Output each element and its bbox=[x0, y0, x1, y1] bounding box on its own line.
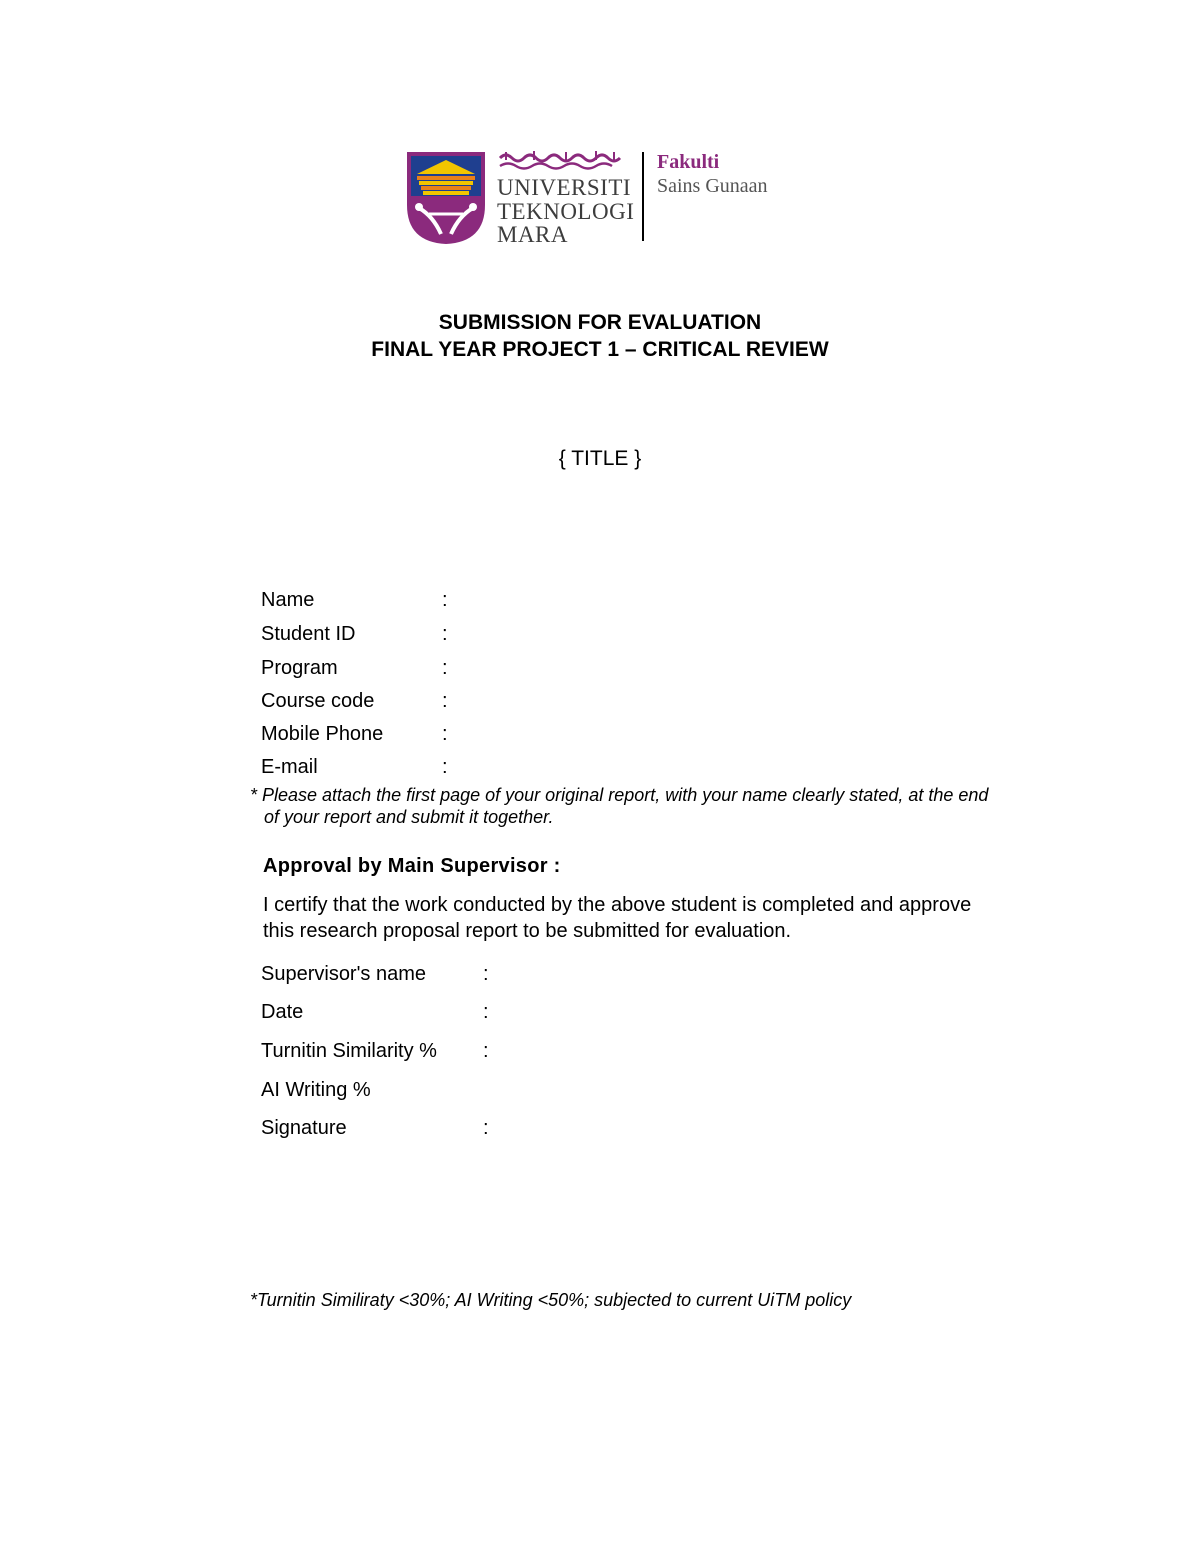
policy-footnote: *Turnitin Similiraty <30%; AI Writing <50%; subjected to current UiTM policy bbox=[250, 1290, 852, 1310]
field-signature bbox=[261, 1115, 489, 1141]
certify-line2: this research proposal report to be submitted for evaluation. bbox=[263, 920, 792, 942]
field-colon: : bbox=[483, 1040, 489, 1062]
faculty-line1: Fakulti bbox=[657, 151, 720, 173]
faculty-line2: Sains Gunaan bbox=[657, 175, 768, 197]
university-line1: UNIVERSITI bbox=[497, 175, 632, 200]
attachment-note bbox=[250, 784, 1070, 828]
field-ai-writing bbox=[261, 1077, 483, 1103]
field-course-code bbox=[261, 688, 448, 714]
note-line2: of your report and submit it together. bbox=[264, 807, 554, 827]
title-placeholder: { TITLE } bbox=[558, 447, 642, 470]
heading-line2: FINAL YEAR PROJECT 1 – CRITICAL REVIEW bbox=[371, 338, 829, 361]
university-line2: TEKNOLOGI bbox=[497, 199, 635, 224]
field-colon: : bbox=[442, 690, 448, 712]
note-line1: * Please attach the first page of your original report, with your name clearly stated, at the end bbox=[250, 785, 989, 805]
field-label: Signature bbox=[261, 1117, 347, 1139]
uitm-logo bbox=[405, 150, 805, 250]
field-colon: : bbox=[442, 657, 448, 679]
field-label: Student ID bbox=[261, 623, 356, 645]
field-label: Turnitin Similarity % bbox=[261, 1040, 437, 1062]
field-turnitin-similarity bbox=[261, 1038, 489, 1064]
field-label: Name bbox=[261, 589, 315, 611]
certify-statement bbox=[263, 892, 1063, 944]
field-mobile-phone bbox=[261, 721, 448, 747]
university-line3: MARA bbox=[497, 222, 569, 247]
uitm-crest-icon bbox=[405, 150, 805, 250]
field-label: Mobile Phone bbox=[261, 723, 384, 745]
field-colon: : bbox=[442, 589, 448, 611]
field-email bbox=[261, 754, 448, 780]
field-supervisor-name bbox=[261, 961, 489, 987]
field-colon: : bbox=[442, 756, 448, 778]
field-program bbox=[261, 655, 448, 681]
field-label: AI Writing % bbox=[261, 1079, 371, 1101]
heading-line1: SUBMISSION FOR EVALUATION bbox=[438, 311, 762, 334]
field-colon: : bbox=[483, 963, 489, 985]
field-name bbox=[261, 587, 448, 613]
certify-line1: I certify that the work conducted by the above student is completed and approve bbox=[263, 894, 972, 916]
field-date bbox=[261, 999, 489, 1025]
logo-divider bbox=[642, 152, 644, 241]
field-student-id bbox=[261, 621, 448, 647]
field-colon: : bbox=[483, 1001, 489, 1023]
field-colon: : bbox=[442, 723, 448, 745]
jawi-script bbox=[500, 151, 620, 169]
field-label: Program bbox=[261, 657, 338, 679]
field-label: E-mail bbox=[261, 756, 318, 778]
field-colon: : bbox=[442, 623, 448, 645]
field-label: Date bbox=[261, 1001, 304, 1023]
field-label: Course code bbox=[261, 690, 375, 712]
field-label: Supervisor's name bbox=[261, 963, 426, 985]
field-colon: : bbox=[483, 1117, 489, 1139]
approval-title: Approval by Main Supervisor : bbox=[263, 855, 561, 877]
